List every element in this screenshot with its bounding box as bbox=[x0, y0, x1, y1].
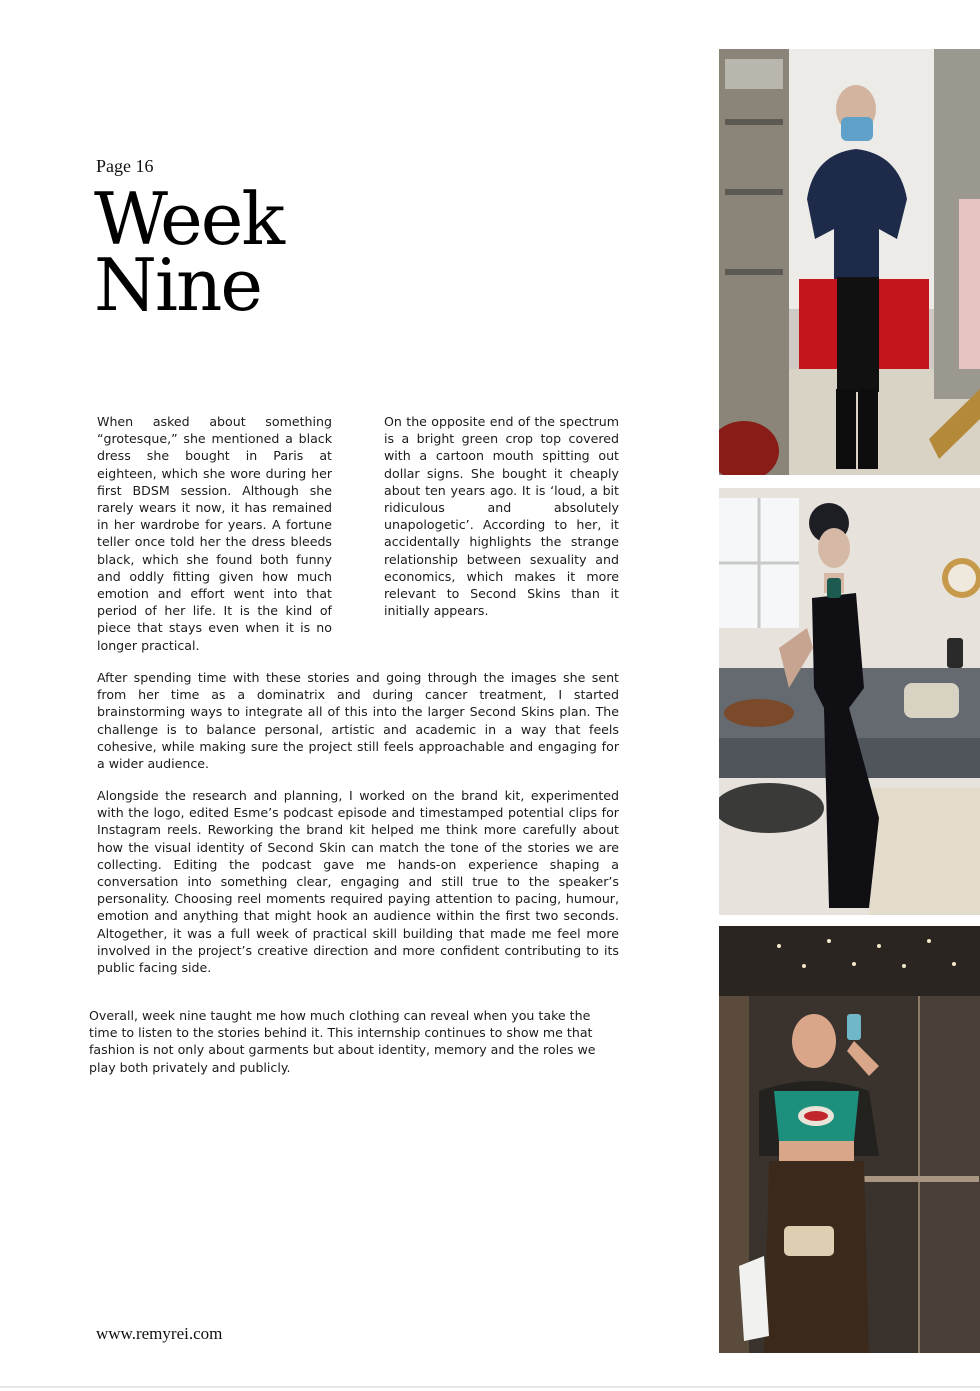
photo-fitting-room bbox=[719, 49, 980, 475]
page-label: Page 16 bbox=[96, 156, 154, 176]
footer-url: www.remyrei.com bbox=[96, 1324, 223, 1343]
column-right-text: On the opposite end of the spectrum is a bright green crop top covered with a cartoon mouth spitting out dollar signs. She bought it cheaply about ten years ago. It is ‘loud, a bit ridiculous and absolutely unapologetic’. According to her, it accidentally highlights the strange relationship between sexuality and economics, which makes it more relevant to Second Skins than it initially appears. bbox=[384, 414, 619, 619]
photo-elevator-selfie bbox=[719, 926, 980, 1353]
page-title bbox=[94, 177, 283, 327]
bottom-divider bbox=[0, 1386, 980, 1388]
photo-living-room bbox=[719, 488, 980, 915]
title-line-1: Week bbox=[94, 177, 283, 261]
paragraph-brainstorm: After spending time with these stories and going through the images she sent from her time as a dominatrix and during cancer treatment, I started brainstorming ways to integrate all of this into the larger Second Skins plan. The challenge is to balance personal, artistic and academic in a way that feels cohesive, while making sure the project still feels approachable and engaging for a wider audience. bbox=[97, 670, 619, 772]
paragraph-conclusion: Overall, week nine taught me how much clothing can reveal when you take the time to listen to the stories behind it. This internship continues to show me that fashion is not only about garments but about identity, memory and the roles we play both privately and publicly. bbox=[89, 1008, 596, 1075]
title-line-2: Nine bbox=[94, 243, 262, 327]
column-left-text: When asked about something “grotesque,” she mentioned a black dress she bought in Paris at eighteen, which she wore during her first BDSM session. Although she rarely wears it now, it has remained in her wardrobe for years. A fortune teller once told her the dress bleeds black, which she found both funny and oddly fitting given how much emotion and effort went into that period of her life. It is the kind of piece that stays even when it is no longer practical. bbox=[97, 414, 332, 653]
paragraph-brand-kit: Alongside the research and planning, I worked on the brand kit, experimented with the logo, edited Esme’s podcast episode and timestamped potential clips for Instagram reels. Reworking the brand kit helped me think more carefully about how the visual identity of Second Skin can match the tone of the stories we are collecting. Editing the podcast gave me hands-on experience shaping a conversation into something clear, engaging and still true to the speaker’s personality. Choosing reel moments required paying attention to pacing, humour, emotion and anything that might hook an audience within the first two seconds. Altogether, it was a full week of practical skill building that made me feel more involved in the project’s creative direction and more confident contributing to its public facing side. bbox=[97, 788, 619, 976]
